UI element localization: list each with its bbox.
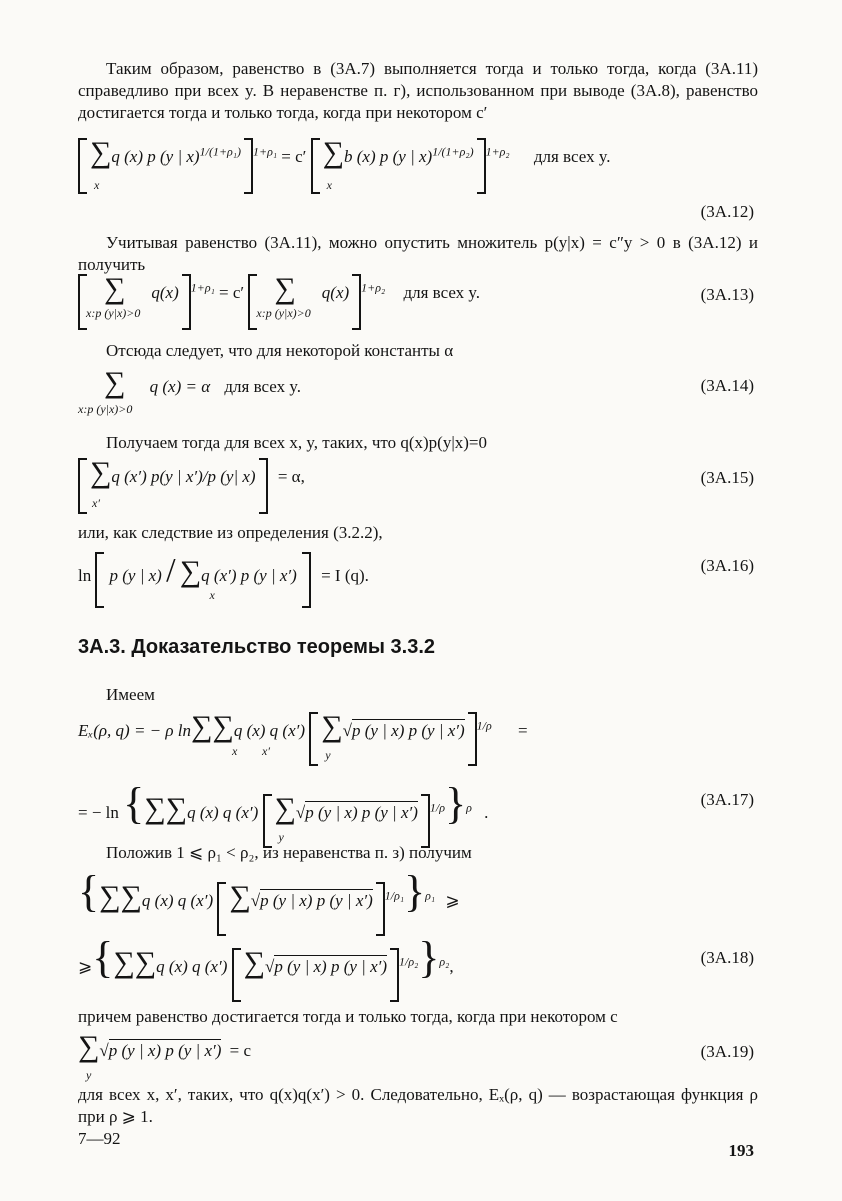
page-number: 193 [728, 1141, 754, 1160]
eq17-sum-x: x [232, 744, 238, 758]
eq13-number: (3А.13) [700, 285, 754, 304]
paragraph-3-text: Отсюда следует, что для некоторой константы α [106, 341, 454, 360]
eq14-condition: для всех y. [224, 377, 302, 396]
paragraph-9-text: для всех x, x′, таких, что q(x)q(x′) > 0. Следовательно, Eₓ(ρ, q) — возрастающая функция ρ при ρ ⩾ 1. [78, 1085, 758, 1126]
eq13-term-left: q(x) [151, 283, 179, 302]
equation-3a17-line1: Eₓ(ρ, q) = − ρ ln∑∑q (x) q (x′) ∑√p (y | x) p (y | x′) y $^{1/\rho}$ = [78, 712, 528, 742]
eq18-bracket-2: ∑√p (y | x) p (y | x′) [232, 948, 399, 978]
paragraph-5-text: или, как следствие из определения (3.2.2), [78, 523, 383, 542]
eq15-rhs: = α, [277, 467, 305, 486]
paragraph-7-text: Положив 1 ⩽ ρ₁ < ρ₂, из неравенства п. з) получим [106, 843, 472, 862]
eq18-ge-2: ⩾ [78, 957, 93, 976]
eq16-ln: ln [78, 566, 92, 585]
eq12-lhs-exp: 1/(1+ρ₁) [199, 144, 241, 159]
eq18-radicand-1: p (y | x) p (y | x′) [260, 891, 373, 910]
paragraph-3 [78, 340, 786, 362]
eq17-radicand-2: p (y | x) p (y | x′) [305, 803, 418, 822]
eq18-bracket-1: ∑√p (y | x) p (y | x′) [217, 882, 384, 912]
eq17-number: (3А.17) [700, 790, 754, 809]
eq12-equals: = c′ [281, 147, 307, 166]
eq17-sum-y-2: y [278, 830, 284, 844]
eq14-sum-index: x:p (y|x)>0 [78, 402, 133, 416]
eq12-lhs: q (x) p (y | x) [111, 147, 200, 166]
eq17-sum-xp: x′ [262, 744, 270, 758]
equation-3a17-line2: = − ln {∑∑q (x) q (x′) ∑√p (y | x) p (y | x′) y $^{1/\rho}$}$^\rho$ . [78, 782, 488, 826]
eq12-sum-index: x [94, 178, 100, 192]
eq17-line1-lhs: Eₓ(ρ, q) = − ρ ln [78, 721, 192, 740]
eq18-exp-a: 1/ρ₁ [384, 888, 405, 903]
eq16-denominator: q (x′) p (y | x′) [201, 566, 297, 585]
paragraph-8 [78, 1006, 758, 1028]
equation-3a12 [78, 136, 611, 192]
eq18-exp-d: ρ₂ [439, 954, 450, 969]
eq16-numerator: p (y | x) [109, 566, 162, 585]
eq16-number: (3А.16) [700, 556, 754, 575]
eq12-condition: для всех y. [533, 147, 611, 166]
eq17-exp-3: ρ [466, 800, 472, 815]
eq12-outer-exp-1: 1+ρ₁ [252, 144, 277, 159]
paragraph-8-text: причем равенство достигается тогда и только тогда, когда при некотором c [78, 1007, 618, 1026]
equation-3a16 [78, 552, 369, 602]
eq13-condition: для всех y. [403, 283, 481, 302]
eq19-rhs: = c [229, 1041, 252, 1060]
eq13-sum-index-left: x:p (y|x)>0 [86, 306, 141, 320]
eq15-body: q (x′) p(y | x′)/p (y| x) [111, 467, 256, 486]
eq18-ge-1: ⩾ [445, 891, 460, 910]
paragraph-2-text: Учитывая равенство (3А.11), можно опустить множитель p(y|x) = c″y > 0 в (3А.12) и получить [78, 233, 758, 274]
paragraph-6-text: Имеем [106, 685, 155, 704]
paragraph-5 [78, 522, 758, 544]
eq13-term-right: q(x) [321, 283, 350, 302]
eq13-sum-index-right: x:p (y|x)>0 [256, 306, 311, 320]
equation-3a18-line2: ⩾{∑∑q (x) q (x′) ∑√p (y | x) p (y | x′) $^{1/\rho_2}$}$^{\rho_2}$, [78, 936, 454, 980]
eq18-comma: , [449, 957, 454, 976]
eq17-line1-equals: = [518, 721, 528, 740]
eq17-line2-bracket: ∑√p (y | x) p (y | x′) y [263, 794, 430, 824]
eq12-rhs-exp: 1/(1+ρ₂) [432, 144, 474, 159]
eq13-exp-1: 1+ρ₁ [190, 280, 215, 295]
footer-signature: 7—92 [78, 1129, 121, 1148]
eq15-sum-index: x′ [92, 496, 100, 510]
eq14-body: q (x) = α [149, 377, 211, 396]
equation-3a15 [78, 456, 305, 510]
eq17-line1-term: q (x) q (x′) [233, 721, 306, 740]
eq13-equals: = c′ [219, 283, 245, 302]
eq19-radicand: p (y | x) p (y | x′) [108, 1041, 222, 1060]
eq17-exp-2: 1/ρ [429, 800, 446, 815]
eq17-exp-1: 1/ρ [476, 718, 492, 733]
paragraph-1 [78, 58, 758, 124]
eq12-number: (3А.12) [700, 202, 754, 221]
paragraph-6 [78, 684, 786, 706]
equation-3a14: ∑ q (x) = α для всех y. x:p (y|x)>0 [78, 366, 302, 416]
paragraph-4 [78, 432, 786, 454]
eq12-right-bracket-group: ∑b (x) p (y | x)$^{1/(1+\rho_2)}$ x [311, 138, 486, 186]
equation-3a18-line1: {∑∑q (x) q (x′) ∑√p (y | x) p (y | x′) $^{1/\rho_1}$}$^{\rho_1}$ ⩾ [78, 870, 460, 914]
eq17-sum-y-1: y [325, 748, 331, 762]
eq17-line2-lhs: = − ln [78, 803, 119, 822]
eq12-left-bracket-group: ∑q (x) p (y | x)$^{1/(1+\rho_1)}$ x [78, 138, 253, 186]
paragraph-2 [78, 232, 758, 276]
eq13-exp-2: 1+ρ₂ [361, 280, 386, 295]
eq16-bracket-group: p (y | x) / ∑q (x′) p (y | x′) x [95, 552, 310, 590]
equation-3a13 [78, 272, 481, 320]
eq17-radicand-1: p (y | x) p (y | x′) [352, 721, 465, 740]
eq13-left-bracket-group: ∑ q(x) x:p (y|x)>0 [78, 274, 191, 304]
eq12-rhs: b (x) p (y | x) [344, 147, 433, 166]
eq13-right-bracket-group: ∑ q(x) x:p (y|x)>0 [248, 274, 361, 304]
eq15-number: (3А.15) [700, 468, 754, 487]
eq12-outer-exp-2: 1+ρ₂ [485, 144, 510, 159]
eq12-sum-index-2: x [326, 178, 332, 192]
eq17-line2-term: q (x) q (x′) [187, 803, 259, 822]
eq15-bracket-group: ∑q (x′) p(y | x′)/p (y| x) x′ [78, 458, 268, 506]
paragraph-1-text: Таким образом, равенство в (3А.7) выполняется тогда и только тогда, когда (3А.11) справедливо при всех y. В неравенстве п. г), использованном при выводе (3А.8), равенство достигается тогда и только тогда, когда при некотором c′ [78, 59, 758, 122]
eq17-line1-bracket: ∑√p (y | x) p (y | x′) y [309, 712, 476, 742]
section-heading: 3А.3. Доказательство теоремы 3.3.2 [78, 636, 436, 658]
paragraph-4-text: Получаем тогда для всех x, y, таких, что q(x)p(y|x)=0 [106, 433, 487, 452]
eq18-exp-b: ρ₁ [425, 888, 436, 903]
eq19-number: (3А.19) [700, 1042, 754, 1061]
eq18-term-2: q (x) q (x′) [156, 957, 228, 976]
eq18-radicand-2: p (y | x) p (y | x′) [274, 957, 388, 976]
eq16-rhs: = I (q). [321, 566, 369, 585]
eq18-number: (3А.18) [700, 948, 754, 967]
paragraph-9 [78, 1084, 758, 1128]
paragraph-7 [78, 842, 786, 864]
eq14-number: (3А.14) [700, 376, 754, 395]
eq16-sum-index: x [209, 588, 215, 602]
equation-3a19: ∑√p (y | x) p (y | x′) = c y [78, 1030, 252, 1082]
eq19-sum-index: y [86, 1068, 92, 1082]
eq18-exp-c: 1/ρ₂ [399, 954, 419, 969]
eq18-term-1: q (x) q (x′) [141, 891, 214, 910]
